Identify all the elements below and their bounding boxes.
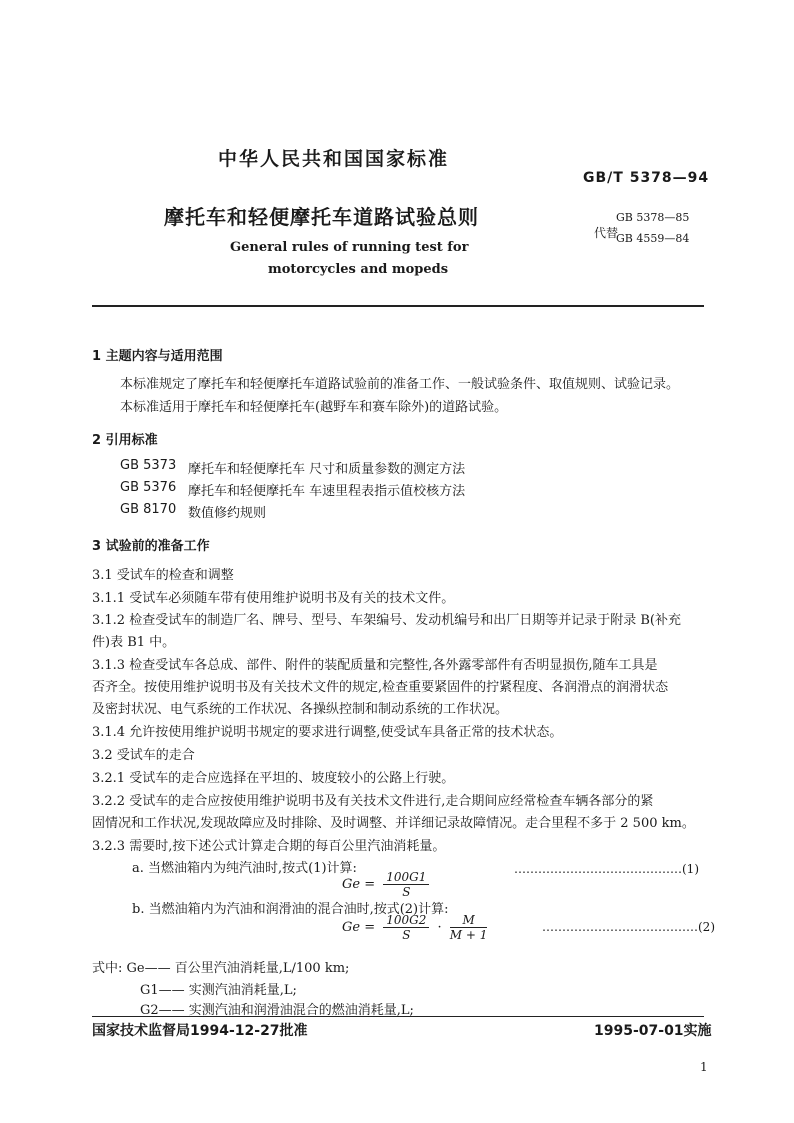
formula-2 xyxy=(342,913,491,942)
formula-2-multiply: · xyxy=(437,920,442,935)
ref-title: 摩托车和轻便摩托车 车速里程表指示值校核方法 xyxy=(188,484,466,499)
clause-3-1-1: 3.1.1 受试车必须随车带有使用维护说明书及有关的技术文件。 xyxy=(92,591,455,606)
formula-1-lhs: Ge = xyxy=(342,877,376,892)
clause-3-1-2-line1: 3.1.2 检查受试车的制造厂名、牌号、型号、车架编号、发动机编号和出厂日期等并记录于附录 B(补充 xyxy=(92,613,681,628)
approval-statement: 国家技术监督局1994-12-27批准 xyxy=(92,1023,308,1039)
section-1-heading: 1 主题内容与适用范围 xyxy=(92,349,223,364)
clause-3-1: 3.1 受试车的检查和调整 xyxy=(92,568,234,583)
clause-3-1-3-line3: 及密封状况、电气系统的工作状况、各操纵控制和制动系统的工作状况。 xyxy=(92,702,509,717)
effective-date: 1995-07-01实施 xyxy=(594,1023,712,1039)
variable-definition-g1: G1—— 实测汽油消耗量,L; xyxy=(140,983,297,998)
case-b-text: b. 当燃油箱内为汽油和润滑油的混合油时,按式(2)计算: xyxy=(132,902,449,917)
national-standard-heading: 中华人民共和国国家标准 xyxy=(218,148,450,170)
formula-2-fraction-2 xyxy=(450,913,488,942)
document-title-en-line1: General rules of running test for xyxy=(230,240,469,255)
ref-title: 摩托车和轻便摩托车 尺寸和质量参数的测定方法 xyxy=(188,462,466,477)
footer-divider xyxy=(92,1016,704,1017)
formula-2-numerator-2: M xyxy=(450,913,488,928)
formula-2-number: …………………………………(2) xyxy=(542,920,715,934)
formula-1-fraction xyxy=(383,870,429,899)
clause-3-2-1: 3.2.1 受试车的走合应选择在平坦的、坡度较小的公路上行驶。 xyxy=(92,771,455,786)
standard-code: GB/T 5378—94 xyxy=(583,170,710,186)
replaced-standard-2: GB 4559—84 xyxy=(616,232,690,245)
page-number: 1 xyxy=(700,1060,708,1074)
clause-3-1-4: 3.1.4 允许按使用维护说明书规定的要求进行调整,使受试车具备正常的技术状态。 xyxy=(92,725,563,740)
clause-3-2-3: 3.2.3 需要时,按下述公式计算走合期的每百公里汽油消耗量。 xyxy=(92,839,446,854)
section-2-heading: 2 引用标准 xyxy=(92,433,158,448)
formula-1-denominator: S xyxy=(402,885,411,899)
ref-title: 数值修约规则 xyxy=(188,506,267,521)
clause-3-1-3-line2: 否齐全。按使用维护说明书及有关技术文件的规定,检查重要紧固件的拧紧程度、各润滑点的润滑状态 xyxy=(92,680,669,695)
formula-2-fraction-1 xyxy=(383,913,429,942)
case-a-text: a. 当燃油箱内为纯汽油时,按式(1)计算: xyxy=(132,861,357,876)
ref-code: GB 8170 xyxy=(120,502,177,517)
clause-3-2-2-line2: 固情况和工作状况,发现故障应及时排除、及时调整、并详细记录故障情况。走合里程不多于 2 500 km。 xyxy=(92,816,695,831)
formula-1-number: ……………………………………(1) xyxy=(514,862,699,876)
section-1-paragraph-2: 本标准适用于摩托车和轻便摩托车(越野车和赛车除外)的道路试验。 xyxy=(120,400,508,415)
ref-code: GB 5373 xyxy=(120,458,177,473)
clause-3-1-2-line2: 件)表 B1 中。 xyxy=(92,635,176,650)
variable-definition-g2: G2—— 实测汽油和润滑油混合的燃油消耗量,L; xyxy=(140,1003,414,1018)
ref-code: GB 5376 xyxy=(120,480,177,495)
variable-definition-ge: 式中: Ge—— 百公里汽油消耗量,L/100 km; xyxy=(92,961,350,976)
formula-1 xyxy=(342,870,433,899)
clause-3-2: 3.2 受试车的走合 xyxy=(92,748,195,763)
formula-2-denominator-2: M + 1 xyxy=(449,928,488,942)
header-divider xyxy=(92,305,704,307)
clause-3-1-3-line1: 3.1.3 检查受试车各总成、部件、附件的装配质量和完整性,各外露零部件有否明显损伤,随车工具是 xyxy=(92,658,658,673)
clause-3-2-2-line1: 3.2.2 受试车的走合应按使用维护说明书及有关技术文件进行,走合期间应经常检查车辆各部分的紧 xyxy=(92,794,654,809)
formula-1-numerator: 100G1 xyxy=(383,870,429,885)
document-title-en-line2: motorcycles and mopeds xyxy=(268,262,449,277)
formula-2-lhs: Ge = xyxy=(342,920,376,935)
section-1-paragraph-1: 本标准规定了摩托车和轻便摩托车道路试验前的准备工作、一般试验条件、取值规则、试验记录。 xyxy=(120,377,680,392)
replaced-standard-1: GB 5378—85 xyxy=(616,211,690,224)
section-3-heading: 3 试验前的准备工作 xyxy=(92,539,210,554)
replaces-label: 代替 xyxy=(594,226,619,240)
formula-2-denominator-1: S xyxy=(402,928,411,942)
formula-2-numerator-1: 100G2 xyxy=(383,913,429,928)
document-title-cn: 摩托车和轻便摩托车道路试验总则 xyxy=(164,205,479,229)
